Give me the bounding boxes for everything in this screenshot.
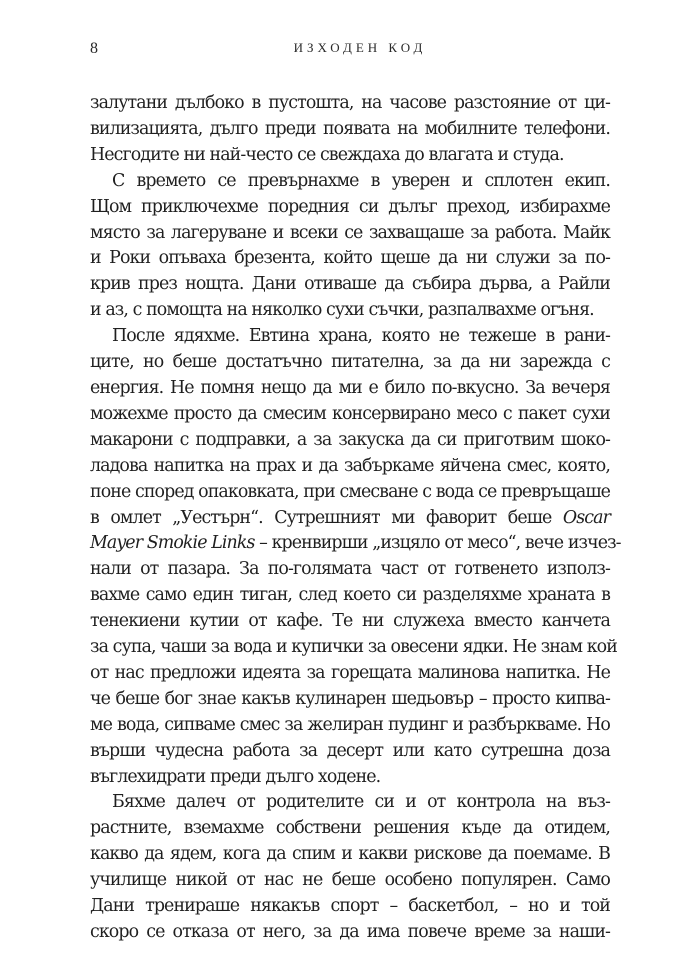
text-line: Дани тренираше някакъв спорт – баскетбол, – но и той: [90, 896, 610, 917]
text-line: ме вода, сипваме смес за желиран пудинг и разбъркваме. Но: [90, 714, 610, 735]
italic-brand-name: Mayer Smokie Links: [90, 533, 255, 554]
text-line: въглехидрати преди дълго ходене.: [90, 766, 381, 787]
text-line: тенекиени кутии от кафе. Те ни служеха вместо канчета: [90, 611, 610, 632]
running-title: ИЗХОДЕН КОД: [293, 40, 427, 55]
text-line: залутани дълбоко в пустошта, на часове разстояние от ци-: [90, 93, 610, 113]
text-line: растните, вземахме собствени решения къде да отидем,: [90, 818, 610, 839]
text-line: вилизацията, дълго преди появата на мобилните телефони.: [90, 118, 610, 139]
text-line: Бяхме далеч от родителите си и от контрола на въз-: [112, 792, 610, 813]
text-line: от нас предложи идеята за горещата малинова напитка. Не: [90, 662, 610, 683]
text-line: Щом приключехме поредния си дълъг преход, избирахме: [90, 196, 610, 217]
text-line: върши чудесна работа за десерт или като сутрешна доза: [90, 740, 610, 761]
text-line: вахме само един тиган, след което си разделяхме храната в: [90, 585, 610, 606]
text-line: [90, 506, 610, 532]
italic-brand-name: Oscar: [562, 507, 610, 528]
text-line: крив през нощта. Дани отиваше да събира дърва, а Райли: [90, 274, 610, 295]
text-line: После ядяхме. Евтина храна, която не тежеше в рани-: [112, 326, 610, 347]
text-line: макарони с подправки, а за закуска да си приготвим шоко-: [90, 429, 610, 450]
page-number: 8: [90, 40, 98, 57]
text-line: че беше бог знае какъв кулинарен шедьовър – просто кипва-: [90, 688, 610, 709]
body-text: [90, 91, 621, 946]
text-line: поне според опаковката, при смесване с вода се превръщаше: [90, 481, 610, 502]
text-line: ладова напитка на прах и да забъркаме яйчена смес, която,: [90, 455, 610, 476]
text-line: Несгодите ни най-често се свеждаха до влагата и студа.: [90, 144, 564, 165]
text-line: скоро се отказа от него, за да има повече време за наши-: [90, 922, 610, 942]
text-line: нали от пазара. За по-голямата част от готвенето използ-: [90, 559, 610, 580]
text-line: какво да ядем, кога да спим и какви рискове да поемаме. В: [90, 844, 610, 865]
text-line: С времето се превърнахме в уверен и сплотен екип.: [112, 170, 610, 191]
text-line: можехме просто да смесим консервирано месо с пакет сухи: [90, 403, 610, 424]
text-line: енергия. Не помня нещо да ми е било по-вкусно. За вечеря: [90, 377, 610, 398]
text-line: ците, но беше достатъчно питателна, за да ни зарежда с: [90, 352, 610, 373]
text-line: училище никой от нас не беше особено популярен. Само: [90, 870, 610, 891]
text-segment: – кренвирши „изцяло от месо“, вече изчез-: [259, 533, 621, 554]
text-segment: в омлет „Уестърн“. Сутрешният ми фаворит беше: [90, 507, 552, 528]
text-line: и Роки опъваха брезента, който щеше да ни служи за по-: [90, 248, 610, 269]
text-line: [90, 531, 621, 557]
text-line: място за лагеруване и всеки се захващаше за работа. Майк: [90, 222, 610, 243]
text-line: за супа, чаши за вода и купички за овесени ядки. Не знам кой: [90, 637, 617, 658]
text-line: и аз, с помощта на няколко сухи съчки, разпалвахме огъня.: [90, 300, 594, 321]
